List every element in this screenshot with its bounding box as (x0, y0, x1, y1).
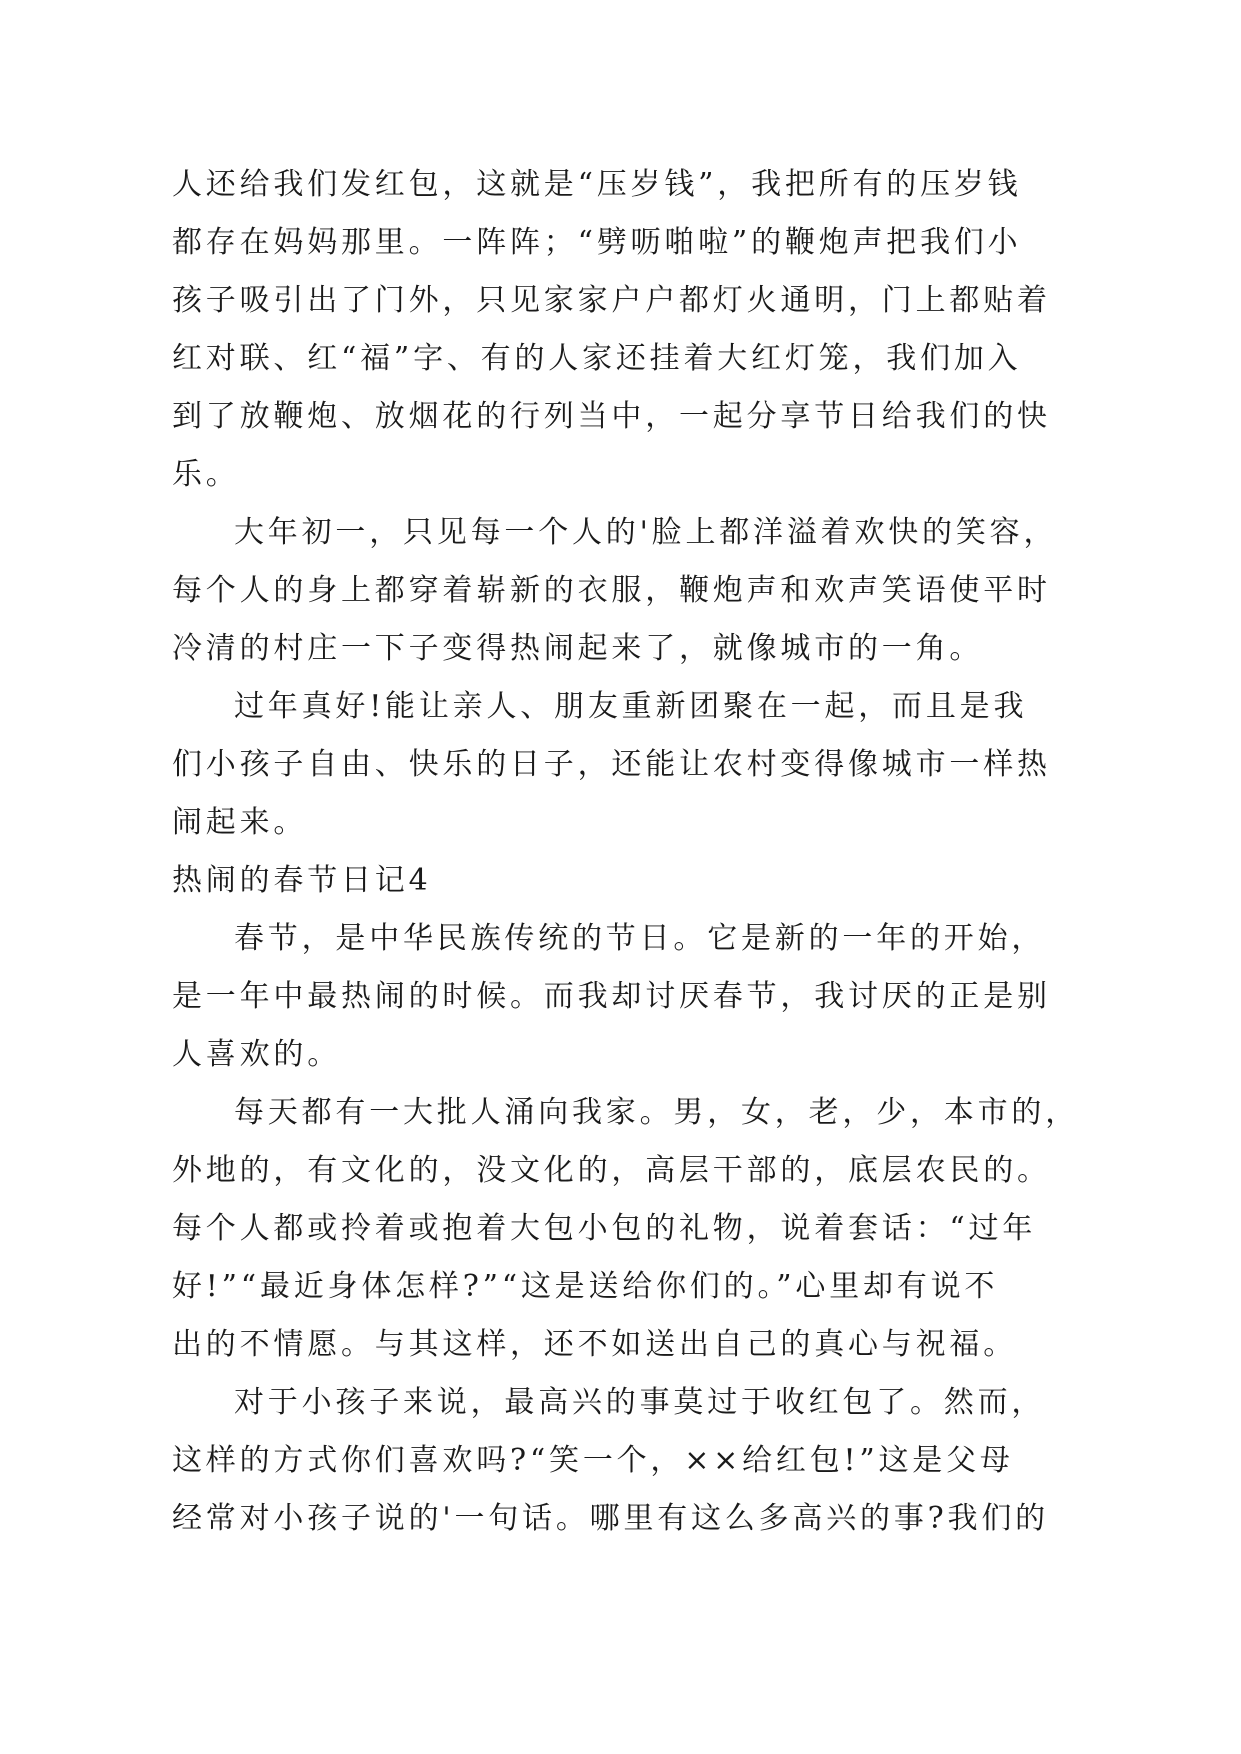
text-line: 经常对小孩子说的'一句话。哪里有这么多高兴的事?我们的 (172, 1501, 1049, 1536)
text-line: 外地的，有文化的，没文化的，高层干部的，底层农民的。 (172, 1153, 1051, 1188)
text-line: 红对联、红“福”字、有的人家还挂着大红灯笼，我们加入 (172, 341, 1022, 376)
text-line: 们小孩子自由、快乐的日子，还能让农村变得像城市一样热 (172, 747, 1051, 782)
diary-entry (172, 852, 1172, 1548)
text-line: 这样的方式你们喜欢吗?“笑一个，××给红包!”这是父母 (172, 1443, 1014, 1478)
paragraph (172, 678, 1172, 852)
paragraph (172, 910, 1172, 1084)
text-line: 孩子吸引出了门外，只见家家户户都灯火通明，门上都贴着 (172, 283, 1051, 318)
paragraph (172, 504, 1172, 678)
text-line: 闹起来。 (172, 805, 308, 840)
paragraph (172, 1084, 1172, 1374)
text-line: 人喜欢的。 (172, 1037, 341, 1072)
text-line: 每个人都或拎着或抱着大包小包的礼物，说着套话：“过年 (172, 1211, 1037, 1246)
text-line: 春节，是中华民族传统的节日。它是新的一年的开始， (234, 921, 1046, 956)
text-line: 对于小孩子来说，最高兴的事莫过于收红包了。然而， (234, 1385, 1046, 1420)
text-line: 每天都有一大批人涌向我家。男，女，老，少，本市的， (234, 1095, 1079, 1130)
text-line: 大年初一，只见每一个人的'脸上都洋溢着欢快的笑容， (234, 515, 1058, 550)
text-line: 每个人的身上都穿着崭新的衣服，鞭炮声和欢声笑语使平时 (172, 573, 1051, 608)
text-line: 好!”“最近身体怎样?”“这是送给你们的。”心里却有说不 (172, 1269, 999, 1304)
text-line: 都存在妈妈那里。一阵阵；“劈呖啪啦”的鞭炮声把我们小 (172, 225, 1022, 260)
text-line: 是一年中最热闹的时候。而我却讨厌春节，我讨厌的正是别 (172, 979, 1051, 1014)
paragraph (172, 156, 1172, 504)
text-line: 到了放鞭炮、放烟花的行列当中，一起分享节日给我们的快 (172, 399, 1051, 434)
text-line: 乐。 (172, 457, 240, 492)
text-line: 冷清的村庄一下子变得热闹起来了，就像城市的一角。 (172, 631, 984, 666)
entry-title: 热闹的春节日记4 (172, 863, 432, 898)
text-line: 人还给我们发红包，这就是“压岁钱”，我把所有的压岁钱 (172, 167, 1022, 202)
paragraph (172, 1374, 1172, 1548)
text-line: 出的不情愿。与其这样，还不如送出自己的真心与祝福。 (172, 1327, 1017, 1362)
document-body (172, 156, 1172, 1548)
text-line: 过年真好!能让亲人、朋友重新团聚在一起，而且是我 (234, 689, 1028, 724)
